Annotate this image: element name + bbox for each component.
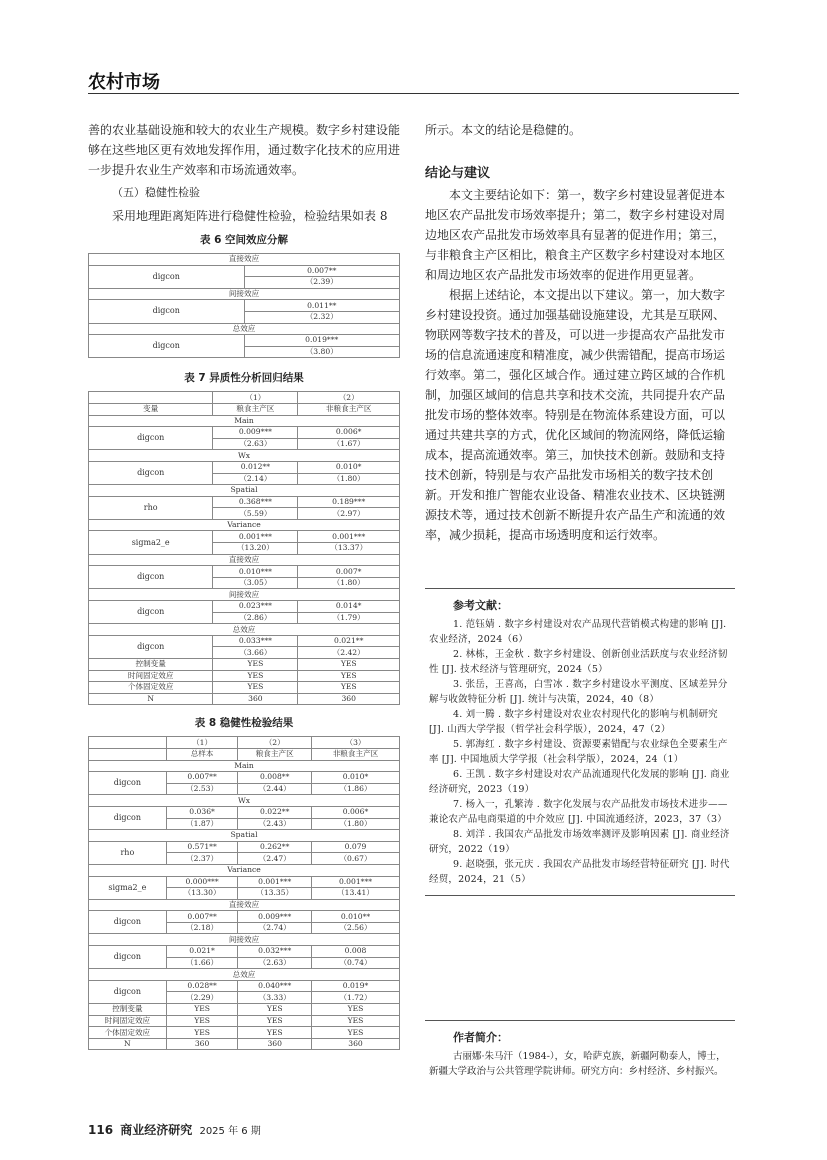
- column-number: （2）: [298, 392, 400, 404]
- table-row: [89, 1015, 400, 1027]
- reference-item: 9. 赵晓强，张元庆 . 我国农产品批发市场经营特征研究 [J]. 时代经贸，2024，21（5）: [429, 859, 730, 885]
- variable-name: digcon: [89, 601, 213, 624]
- table-row: [89, 760, 400, 772]
- table-row: [89, 737, 400, 749]
- table-row: [89, 554, 400, 566]
- table-cell: YES: [166, 1027, 238, 1039]
- section-label: 间接效应: [89, 934, 400, 946]
- coefficient: 0.262**: [238, 841, 312, 853]
- table-row: [89, 300, 400, 312]
- paragraph: 善的农业基础设施和较大的农业生产规模。数字乡村建设能够在这些地区更有效地发挥作用，通过数字化技术的应用进一步提升农业生产效率和市场流通效率。: [88, 123, 401, 177]
- table-cell: 360: [298, 693, 400, 705]
- coefficient: 0.001***: [298, 531, 400, 543]
- variable-name: digcon: [89, 427, 213, 450]
- table-cell: YES: [213, 659, 298, 671]
- table-cell: YES: [238, 1027, 312, 1039]
- variable-name: rho: [89, 841, 167, 864]
- row-label: 时间固定效应: [89, 1015, 167, 1027]
- table-row: [89, 392, 400, 404]
- table7-caption: 表 7 异质性分析回归结果: [184, 372, 304, 385]
- right-column: [425, 120, 735, 545]
- references: [425, 588, 735, 896]
- coefficient: 0.007**: [244, 265, 400, 277]
- t-value: （2.63）: [238, 957, 312, 969]
- coefficient: 0.189***: [298, 496, 400, 508]
- table-cell: 360: [312, 1038, 400, 1050]
- table-row: [89, 795, 400, 807]
- table-cell: [89, 392, 213, 404]
- t-value: （0.67）: [312, 853, 400, 865]
- table-row: [89, 450, 400, 462]
- reference-item: 3. 张岳，王喜高，白雪冰 . 数字乡村建设水平测度、区域差异分解与收敛特征分析 [J]. 统计与决策，2024，40（8）: [429, 679, 728, 705]
- paragraph: 根据上述结论，本文提出以下建议。第一，加大数字乡村建设投资。通过加强基础设施建设，尤其是互联网、物联网等数字技术的普及，可以进一步提高农产品批发市场的信息流通速度和精准度，减少供需错配，提高市场运行效率。第二，强化区域合作。通过建立跨区域的合作机制，加强区域间的信息共享和技术交流，共同提升农产品批发市场的整体效率。特别是在物流体系建设方面，可以通过共建共享的方式，优化区域间的物流网络，降低运输成本，提高流通效率。第三，加快技术创新。鼓励和支持技术创新，特别是与农产品批发市场相关的数字技术创新。开发和推广智能农业设备、精准农业技术、区块链溯源技术等，通过技术创新不断提升农产品生产和流通的效率，减少损耗，提高市场透明度和运行效率。: [425, 288, 726, 542]
- robustness-heading: （五）稳健性检验: [112, 186, 200, 199]
- page-footer: [88, 1121, 261, 1138]
- coefficient: 0.001***: [312, 876, 400, 888]
- coefficient: 0.010***: [213, 566, 298, 578]
- table-row: [89, 624, 400, 636]
- t-value: （5.59）: [213, 508, 298, 520]
- t-value: （1.87）: [166, 818, 238, 830]
- t-value: （2.14）: [213, 473, 298, 485]
- coefficient: 0.012**: [213, 461, 298, 473]
- coefficient: 0.040***: [238, 980, 312, 992]
- reference-item: 7. 杨入一，孔繁涛 . 数字化发展与农产品批发市场技术进步——兼论农产品电商渠道的中介效应 [J]. 中国流通经济，2023，37（3）: [429, 799, 728, 825]
- table-row: [89, 659, 400, 671]
- table-row: [89, 1038, 400, 1050]
- column-number: （3）: [312, 737, 400, 749]
- column-number: （2）: [238, 737, 312, 749]
- t-value: （2.63）: [213, 438, 298, 450]
- variable-name: digcon: [89, 946, 167, 969]
- conclusion-heading: 结论与建议: [425, 166, 491, 181]
- variable-name: digcon: [89, 806, 167, 829]
- column-number: （1）: [213, 392, 298, 404]
- t-value: （3.33）: [238, 992, 312, 1004]
- coefficient: 0.571**: [166, 841, 238, 853]
- coefficient: 0.010*: [298, 461, 400, 473]
- table-cell: YES: [238, 1004, 312, 1016]
- variable-name: digcon: [89, 300, 245, 323]
- left-column: [88, 120, 400, 1050]
- t-value: （3.80）: [244, 346, 400, 358]
- t-value: （2.47）: [238, 853, 312, 865]
- row-label: 控制变量: [89, 1004, 167, 1016]
- coefficient: 0.033***: [213, 635, 298, 647]
- t-value: （3.66）: [213, 647, 298, 659]
- table-cell: 360: [213, 693, 298, 705]
- section-title: 农村市场: [88, 72, 160, 93]
- variable-name: digcon: [89, 335, 245, 358]
- journal-name: 商业经济研究: [120, 1123, 193, 1137]
- t-value: （13.41）: [312, 888, 400, 900]
- table-row: [89, 531, 400, 543]
- section-label: 总效应: [89, 969, 400, 981]
- table-row: [89, 682, 400, 694]
- coefficient: 0.036*: [166, 806, 238, 818]
- section-label: Main: [89, 415, 400, 427]
- coefficient: 0.368***: [213, 496, 298, 508]
- table-row: [89, 265, 400, 277]
- table-cell: YES: [213, 670, 298, 682]
- variable-name: digcon: [89, 911, 167, 934]
- row-label: 个体固定效应: [89, 1027, 167, 1039]
- table-row: [89, 980, 400, 992]
- section-label: 间接效应: [89, 589, 400, 601]
- table-cell: YES: [312, 1004, 400, 1016]
- t-value: （2.32）: [244, 311, 400, 323]
- table-row: [89, 911, 400, 923]
- t-value: （1.67）: [298, 438, 400, 450]
- t-value: （2.43）: [238, 818, 312, 830]
- references-title: 参考文献：: [453, 599, 508, 612]
- table-row: [89, 946, 400, 958]
- paragraph: 本文主要结论如下：第一，数字乡村建设显著促进本地区农产品批发市场效率提升；第二，数字乡村建设对周边地区农产品批发市场效率具有显著的促进作用；第三，与非粮食主产区相比，粮食主产区数字乡村建设对本地区和周边地区农产品批发市场效率的促进作用更显著。: [425, 188, 726, 282]
- table-row: [89, 254, 400, 266]
- reference-item: 2. 林栋，王金秋 . 数字乡村建设、创新创业活跃度与农业经济韧性 [J]. 技术经济与管理研究，2024（5）: [429, 649, 728, 675]
- variable-name: rho: [89, 496, 213, 519]
- header-rule: [88, 93, 739, 94]
- t-value: （2.29）: [166, 992, 238, 1004]
- table-row: [89, 806, 400, 818]
- table-row: [89, 864, 400, 876]
- section-label: 直接效应: [89, 554, 400, 566]
- table-row: [89, 323, 400, 335]
- table-cell: YES: [312, 1015, 400, 1027]
- coefficient: 0.079: [312, 841, 400, 853]
- table-row: [89, 427, 400, 439]
- table-cell: YES: [238, 1015, 312, 1027]
- column-header: 粮食主产区: [238, 748, 312, 760]
- column-header: 变量: [89, 403, 213, 415]
- section-label: 总效应: [89, 323, 400, 335]
- table-row: [89, 876, 400, 888]
- table-row: [89, 934, 400, 946]
- row-label: N: [89, 1038, 167, 1050]
- coefficient: 0.009***: [238, 911, 312, 923]
- row-label: 个体固定效应: [89, 682, 213, 694]
- table-row: [89, 1027, 400, 1039]
- table-row: [89, 693, 400, 705]
- coefficient: 0.022**: [238, 806, 312, 818]
- section-label: Spatial: [89, 830, 400, 842]
- coefficient: 0.021*: [166, 946, 238, 958]
- table-row: [89, 748, 400, 760]
- variable-name: digcon: [89, 461, 213, 484]
- t-value: （2.42）: [298, 647, 400, 659]
- t-value: （0.74）: [312, 957, 400, 969]
- coefficient: 0.001***: [238, 876, 312, 888]
- variable-name: digcon: [89, 772, 167, 795]
- coefficient: 0.010**: [312, 911, 400, 923]
- table-row: [89, 899, 400, 911]
- t-value: （1.72）: [312, 992, 400, 1004]
- section-label: 间接效应: [89, 288, 400, 300]
- reference-item: 1. 范钰婧 . 数字乡村建设对农产品现代营销模式构建的影响 [J]. 农业经济，2024（6）: [429, 619, 727, 645]
- section-label: 直接效应: [89, 899, 400, 911]
- section-label: Wx: [89, 795, 400, 807]
- table-cell: 360: [238, 1038, 312, 1050]
- table-cell: [89, 737, 167, 749]
- table-cell: YES: [166, 1015, 238, 1027]
- table-row: [89, 830, 400, 842]
- t-value: （1.66）: [166, 957, 238, 969]
- coefficient: 0.000***: [166, 876, 238, 888]
- table-row: [89, 635, 400, 647]
- table-row: [89, 519, 400, 531]
- author-title: 作者简介：: [453, 1031, 508, 1044]
- table-row: [89, 670, 400, 682]
- reference-item: 5. 郭海红 . 数字乡村建设、资源要素错配与农业绿色全要素生产率 [J]. 中国地质大学学报（社会科学版），2024，24（1）: [429, 739, 728, 765]
- table-row: [89, 601, 400, 613]
- t-value: （2.74）: [238, 922, 312, 934]
- reference-item: 6. 王凯 . 数字乡村建设对农产品流通现代化发展的影响 [J]. 商业经济研究，2023（19）: [429, 769, 730, 795]
- variable-name: sigma2_e: [89, 531, 213, 554]
- reference-item: 4. 刘一腾 . 数字乡村建设对农业农村现代化的影响与机制研究 [J]. 山西大学学报（哲学社会科学版），2024，47（2）: [429, 709, 718, 735]
- table-cell: YES: [312, 1027, 400, 1039]
- table-row: [89, 335, 400, 347]
- table-cell: YES: [213, 682, 298, 694]
- table-row: [89, 841, 400, 853]
- coefficient: 0.008**: [238, 772, 312, 784]
- section-label: Spatial: [89, 485, 400, 497]
- t-value: （1.86）: [312, 783, 400, 795]
- column-header: 总样本: [166, 748, 238, 760]
- table-cell: [89, 748, 167, 760]
- coefficient: 0.032***: [238, 946, 312, 958]
- coefficient: 0.008: [312, 946, 400, 958]
- coefficient: 0.007**: [166, 772, 238, 784]
- t-value: （13.37）: [298, 543, 400, 555]
- paragraph: 所示。本文的结论是稳健的。: [425, 123, 582, 137]
- column-header: 粮食主产区: [213, 403, 298, 415]
- coefficient: 0.007**: [166, 911, 238, 923]
- section-label: Variance: [89, 519, 400, 531]
- paragraph: 采用地理距离矩阵进行稳健性检验，检验结果如表 8: [112, 209, 388, 223]
- table-row: [89, 1004, 400, 1016]
- column-header: 非粮食主产区: [298, 403, 400, 415]
- table7: [88, 391, 400, 705]
- table-row: [89, 485, 400, 497]
- t-value: （2.53）: [166, 783, 238, 795]
- variable-name: digcon: [89, 980, 167, 1003]
- variable-name: sigma2_e: [89, 876, 167, 899]
- t-value: （1.79）: [298, 612, 400, 624]
- issue: 2025 年 6 期: [199, 1126, 261, 1137]
- t-value: （2.39）: [244, 277, 400, 289]
- variable-name: digcon: [89, 635, 213, 658]
- coefficient: 0.011**: [244, 300, 400, 312]
- t-value: （1.80）: [312, 818, 400, 830]
- t-value: （13.30）: [166, 888, 238, 900]
- coefficient: 0.014*: [298, 601, 400, 613]
- table8: [88, 736, 400, 1050]
- coefficient: 0.009***: [213, 427, 298, 439]
- coefficient: 0.023***: [213, 601, 298, 613]
- coefficient: 0.028**: [166, 980, 238, 992]
- coefficient: 0.006*: [312, 806, 400, 818]
- row-label: 时间固定效应: [89, 670, 213, 682]
- t-value: （1.80）: [298, 577, 400, 589]
- row-label: N: [89, 693, 213, 705]
- t-value: （2.37）: [166, 853, 238, 865]
- author-bio: [425, 1020, 735, 1079]
- t-value: （3.05）: [213, 577, 298, 589]
- coefficient: 0.001***: [213, 531, 298, 543]
- reference-item: 8. 刘洋 . 我国农产品批发市场效率测评及影响因素 [J]. 商业经济研究，2022（19）: [429, 829, 730, 855]
- table-row: [89, 288, 400, 300]
- coefficient: 0.007*: [298, 566, 400, 578]
- t-value: （2.44）: [238, 783, 312, 795]
- table6-caption: 表 6 空间效应分解: [199, 234, 289, 246]
- table-row: [89, 589, 400, 601]
- table-cell: YES: [166, 1004, 238, 1016]
- t-value: （2.18）: [166, 922, 238, 934]
- t-value: （2.97）: [298, 508, 400, 520]
- t-value: （1.80）: [298, 473, 400, 485]
- t-value: （13.35）: [238, 888, 312, 900]
- table-cell: YES: [298, 670, 400, 682]
- coefficient: 0.019***: [244, 335, 400, 347]
- t-value: （2.86）: [213, 612, 298, 624]
- page-number: 116: [88, 1123, 114, 1137]
- table-row: [89, 461, 400, 473]
- variable-name: digcon: [89, 566, 213, 589]
- column-number: （1）: [166, 737, 238, 749]
- coefficient: 0.010*: [312, 772, 400, 784]
- table-row: [89, 772, 400, 784]
- table-row: [89, 969, 400, 981]
- t-value: （2.56）: [312, 922, 400, 934]
- column-header: 非粮食主产区: [312, 748, 400, 760]
- section-label: 直接效应: [89, 254, 400, 266]
- table-row: [89, 566, 400, 578]
- table6: [88, 253, 400, 358]
- table-row: [89, 496, 400, 508]
- table8-caption: 表 8 稳健性检验结果: [194, 717, 294, 730]
- row-label: 控制变量: [89, 659, 213, 671]
- table-row: [89, 415, 400, 427]
- coefficient: 0.021**: [298, 635, 400, 647]
- section-label: Wx: [89, 450, 400, 462]
- coefficient: 0.019*: [312, 980, 400, 992]
- table-cell: YES: [298, 659, 400, 671]
- table-cell: 360: [166, 1038, 238, 1050]
- variable-name: digcon: [89, 265, 245, 288]
- section-label: Variance: [89, 864, 400, 876]
- t-value: （13.20）: [213, 543, 298, 555]
- author-bio-text: 古丽娜·朱马汗（1984-），女，哈萨克族，新疆阿勒泰人，博士，新疆大学政治与公共管理学院讲师。研究方向：乡村经济、乡村振兴。: [429, 1051, 726, 1077]
- coefficient: 0.006*: [298, 427, 400, 439]
- table-row: [89, 403, 400, 415]
- section-label: 总效应: [89, 624, 400, 636]
- table-cell: YES: [298, 682, 400, 694]
- section-label: Main: [89, 760, 400, 772]
